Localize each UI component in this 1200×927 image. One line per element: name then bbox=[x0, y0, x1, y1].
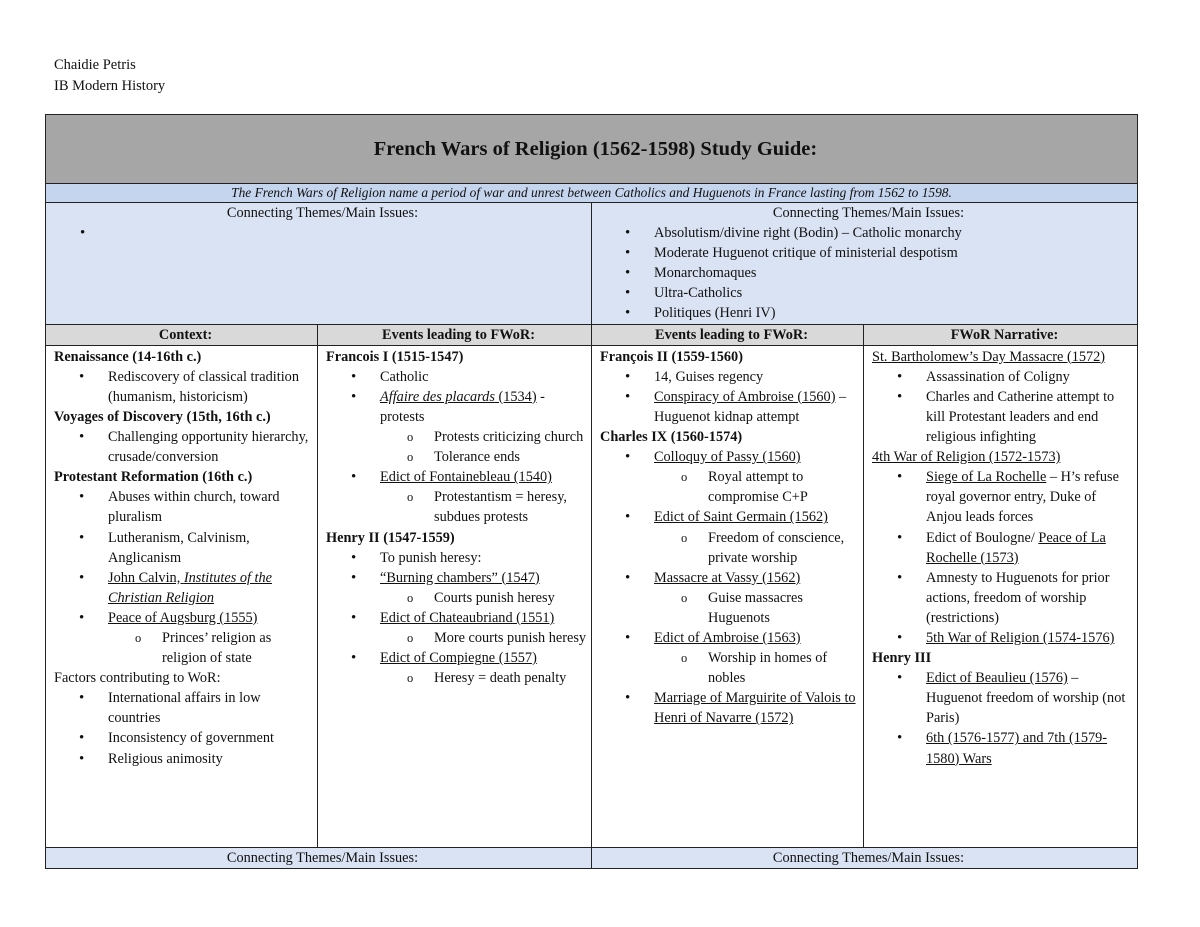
calvin-work: Institutes of the Christian Religion bbox=[108, 569, 273, 606]
list-item bbox=[54, 608, 313, 668]
reformation-list bbox=[54, 487, 313, 668]
list-item bbox=[600, 628, 859, 688]
list-item: • Politiques (Henri IV) bbox=[600, 303, 1137, 323]
war-5-link: 5th War of Religion (1574-1576) bbox=[926, 629, 1115, 646]
column-header-events-2: Events leading to FWoR: bbox=[592, 324, 864, 345]
list-item bbox=[872, 467, 1133, 527]
list-item: • Inconsistency of government bbox=[54, 728, 313, 748]
list-item: o Royal attempt to compromise C+P bbox=[654, 467, 859, 507]
list-item: o Protests criticizing church bbox=[380, 427, 587, 447]
list-item: • Amnesty to Huguenots for prior actions, freedom of worship (restrictions) bbox=[872, 568, 1133, 628]
war-4-heading: 4th War of Religion (1572-1573) bbox=[872, 449, 1061, 466]
list-item: o Worship in homes of nobles bbox=[654, 648, 859, 688]
list-item: o Protestantism = heresy, subdues protests bbox=[380, 487, 587, 527]
placards-title: Affaire des placards bbox=[380, 388, 495, 405]
list-item bbox=[600, 447, 859, 507]
list-item: • Abuses within church, toward pluralism bbox=[54, 487, 313, 527]
bartholomew-heading: St. Bartholomew’s Day Massacre (1572) bbox=[872, 348, 1106, 365]
passy-link: Colloquy of Passy (1560) bbox=[654, 449, 801, 466]
list-item: o Heresy = death penalty bbox=[380, 668, 587, 688]
augsburg-sublist bbox=[108, 628, 313, 668]
voyages-list bbox=[54, 427, 313, 467]
list-item: o Guise massacres Huguenots bbox=[654, 588, 859, 628]
study-guide-table bbox=[45, 114, 1138, 869]
fontainebleau-sublist bbox=[380, 487, 587, 527]
list-item bbox=[326, 467, 587, 527]
henry-3-list bbox=[872, 668, 1133, 768]
la-rochelle-peace-link: Peace of La Rochelle (1573) bbox=[926, 529, 1106, 566]
list-item bbox=[872, 528, 1133, 568]
context-cell bbox=[46, 345, 318, 847]
marriage-link: Marriage of Marguirite of Valois to Henri of Navarre (1572) bbox=[654, 690, 856, 727]
list-item: o More courts punish heresy bbox=[380, 628, 587, 648]
conspiracy-tail: – Huguenot kidnap attempt bbox=[654, 388, 847, 425]
henry-2-heading: Henry II (1547-1559) bbox=[326, 529, 455, 546]
saint-germain-sublist bbox=[654, 528, 859, 568]
vassy-link: Massacre at Vassy (1562) bbox=[654, 569, 801, 586]
list-item bbox=[600, 688, 859, 728]
list-item: • International affairs in low countries bbox=[54, 688, 313, 728]
compiegne-sublist bbox=[380, 668, 587, 688]
list-item: • Challenging opportunity hierarchy, crusade/conversion bbox=[54, 427, 313, 467]
themes-left-cell bbox=[46, 203, 592, 325]
vassy-sublist bbox=[654, 588, 859, 628]
guide-intro: The French Wars of Religion name a period of war and unrest between Catholics and Huguenots in France lasting from 1562 to 1598. bbox=[46, 184, 1138, 203]
ambroise-edict-sublist bbox=[654, 648, 859, 688]
course-name: IB Modern History bbox=[54, 78, 166, 94]
list-item: o Courts punish heresy bbox=[380, 588, 587, 608]
chateaubriand-sublist bbox=[380, 628, 587, 648]
list-item: • Moderate Huguenot critique of ministerial despotism bbox=[600, 243, 1137, 263]
narrative-cell bbox=[864, 345, 1138, 847]
war-4-list bbox=[872, 467, 1133, 648]
siege-tail: – H’s refuse royal governor entry, Duke of Anjou leads forces bbox=[926, 469, 1119, 526]
themes-left-list bbox=[54, 223, 591, 243]
siege-link: Siege of La Rochelle bbox=[926, 469, 1047, 486]
henry-2-list bbox=[326, 548, 587, 689]
list-item: • Religious animosity bbox=[54, 749, 313, 769]
factors-list bbox=[54, 688, 313, 768]
themes-right-heading: Connecting Themes/Main Issues: bbox=[772, 205, 965, 221]
list-item: o Tolerance ends bbox=[380, 447, 587, 467]
context-heading-voyages: Voyages of Discovery (15th, 16th c.) bbox=[54, 408, 271, 425]
list-item: • Assassination of Coligny bbox=[872, 367, 1133, 387]
charles-9-heading: Charles IX (1560-1574) bbox=[600, 429, 743, 446]
beaulieu-tail: – Huguenot freedom of worship (not Paris) bbox=[926, 670, 1126, 727]
themes-left-heading: Connecting Themes/Main Issues: bbox=[226, 205, 419, 221]
augsburg-link: Peace of Augsburg (1555) bbox=[108, 609, 258, 626]
list-item: • 14, Guises regency bbox=[600, 367, 859, 387]
context-heading-renaissance: Renaissance (14-16th c.) bbox=[54, 348, 202, 365]
context-heading-factors: Factors contributing to WoR: bbox=[54, 670, 221, 687]
placards-year: (1534) bbox=[494, 388, 537, 405]
events-2-cell bbox=[592, 345, 864, 847]
placards-sublist bbox=[380, 427, 587, 467]
chateaubriand-link: Edict of Chateaubriand (1551) bbox=[380, 609, 555, 626]
list-item bbox=[600, 507, 859, 567]
list-item bbox=[326, 568, 587, 608]
list-item: • To punish heresy: bbox=[326, 548, 587, 568]
compiegne-link: Edict of Compiegne (1557) bbox=[380, 650, 537, 667]
list-item bbox=[326, 608, 587, 648]
list-item: o Princes’ religion as religion of state bbox=[108, 628, 313, 668]
fontainebleau-link: Edict of Fontainebleau (1540) bbox=[380, 469, 552, 486]
burning-chambers-link: “Burning chambers” (1547) bbox=[380, 569, 540, 586]
ambroise-edict-link: Edict of Ambroise (1563) bbox=[654, 629, 801, 646]
francois-2-list bbox=[600, 367, 859, 427]
list-item bbox=[872, 628, 1133, 648]
charles-9-list bbox=[600, 447, 859, 728]
calvin-name: John Calvin, bbox=[108, 569, 184, 586]
list-item: • Absolutism/divine right (Bodin) – Catholic monarchy bbox=[600, 223, 1137, 243]
document-header bbox=[54, 55, 165, 97]
burning-chambers-sublist bbox=[380, 588, 587, 608]
list-item bbox=[600, 387, 859, 427]
list-item: o Freedom of conscience, private worship bbox=[654, 528, 859, 568]
list-item bbox=[54, 568, 313, 608]
list-item: • Charles and Catherine attempt to kill Protestant leaders and end religious infighting bbox=[872, 387, 1133, 447]
context-heading-reformation: Protestant Reformation (16th c.) bbox=[54, 469, 253, 486]
beaulieu-link: Edict of Beaulieu (1576) bbox=[926, 670, 1068, 687]
francois-1-list bbox=[326, 367, 587, 528]
francois-1-heading: Francois I (1515-1547) bbox=[326, 348, 464, 365]
list-item bbox=[326, 387, 587, 467]
themes-bottom-left: Connecting Themes/Main Issues: bbox=[46, 847, 592, 868]
events-1-cell bbox=[318, 345, 592, 847]
wars-6-7-link: 6th (1576-1577) and 7th (1579-1580) Wars bbox=[926, 730, 1108, 767]
themes-right-list bbox=[600, 223, 1137, 323]
francois-2-heading: François II (1559-1560) bbox=[600, 348, 743, 365]
column-header-events-1: Events leading to FWoR: bbox=[318, 324, 592, 345]
bartholomew-list bbox=[872, 367, 1133, 447]
list-item: • Monarchomaques bbox=[600, 263, 1137, 283]
list-item: • Lutheranism, Calvinism, Anglicanism bbox=[54, 528, 313, 568]
placards-tail: - protests bbox=[380, 388, 545, 425]
passy-sublist bbox=[654, 467, 859, 507]
boulogne-text: Edict of Boulogne/ bbox=[926, 529, 1039, 546]
list-item bbox=[326, 648, 587, 688]
list-item bbox=[54, 223, 591, 243]
themes-bottom-right: Connecting Themes/Main Issues: bbox=[592, 847, 1138, 868]
list-item: • Rediscovery of classical tradition (humanism, historicism) bbox=[54, 367, 313, 407]
henry-3-heading: Henry III bbox=[872, 650, 932, 667]
list-item: • Catholic bbox=[326, 367, 587, 387]
themes-right-cell bbox=[592, 203, 1138, 325]
list-item bbox=[872, 728, 1133, 768]
list-item bbox=[600, 568, 859, 628]
list-item: • Ultra-Catholics bbox=[600, 283, 1137, 303]
saint-germain-link: Edict of Saint Germain (1562) bbox=[654, 509, 828, 526]
renaissance-list bbox=[54, 367, 313, 407]
author-name: Chaidie Petris bbox=[54, 57, 136, 73]
column-header-narrative: FWoR Narrative: bbox=[864, 324, 1138, 345]
column-header-context: Context: bbox=[46, 324, 318, 345]
list-item bbox=[872, 668, 1133, 728]
conspiracy-link: Conspiracy of Ambroise (1560) bbox=[654, 388, 836, 405]
guide-title: French Wars of Religion (1562-1598) Study Guide: bbox=[46, 115, 1138, 184]
